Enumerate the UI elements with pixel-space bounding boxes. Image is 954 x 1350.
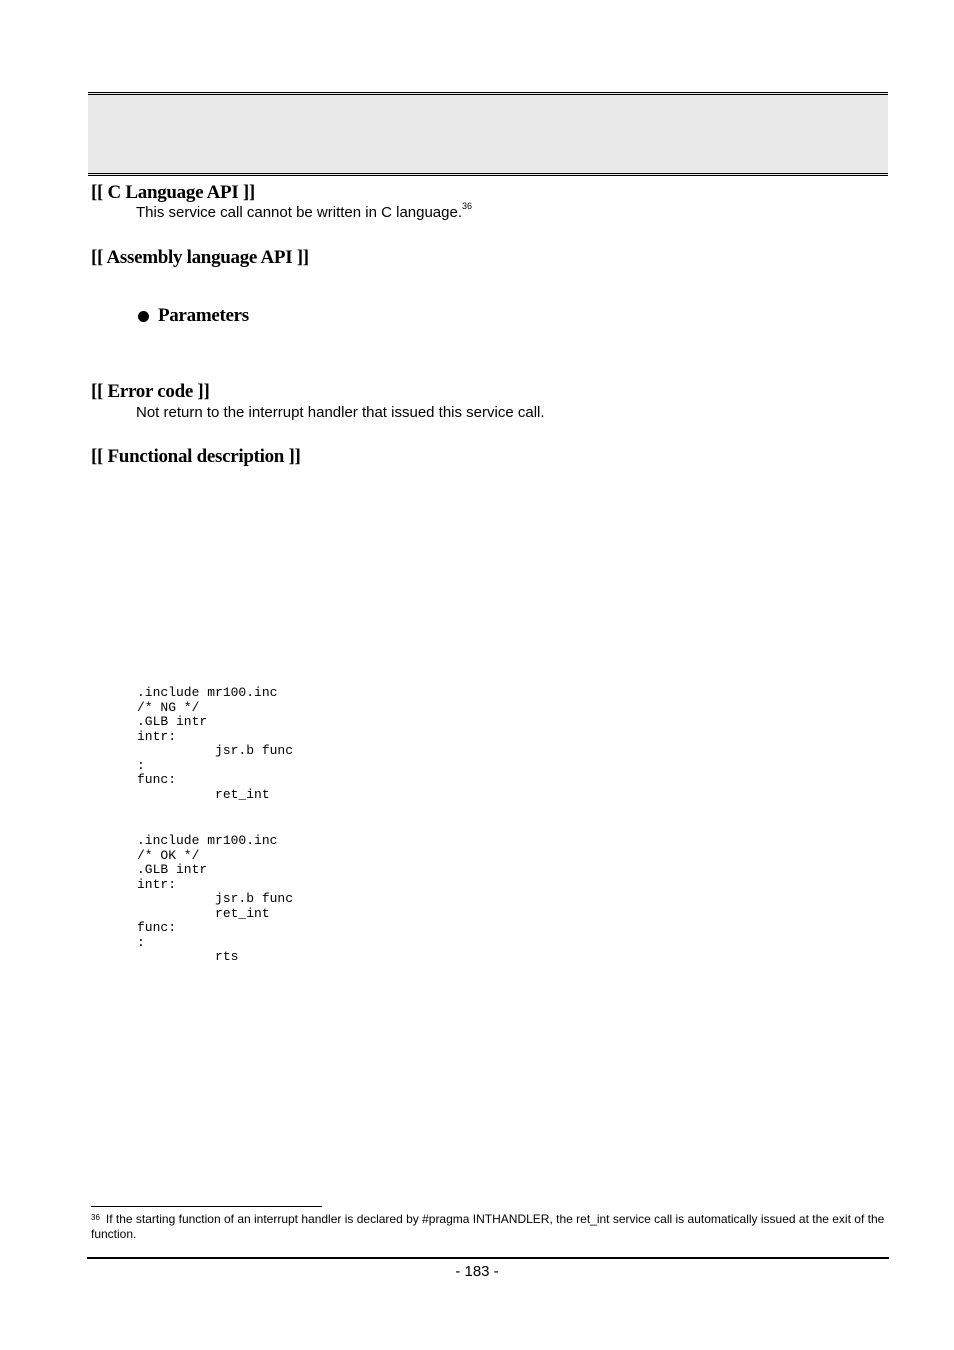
footnote-divider [91, 1206, 322, 1207]
parameters-heading: Parameters [158, 305, 249, 326]
footer-divider [87, 1257, 889, 1259]
page-number: - 183 - [455, 1263, 499, 1280]
error-code-heading: [[ Error code ]] [91, 381, 210, 402]
asm-api-heading: [[ Assembly language API ]] [91, 247, 309, 268]
footnote-number: 36 [91, 1213, 100, 1222]
code-example-ng: .include mr100.inc /* NG */ .GLB intr intr: jsr.b func : func: ret_int [137, 685, 294, 802]
error-code-text: Not return to the interrupt handler that issued this service call. [136, 404, 545, 421]
c-api-heading: [[ C Language API ]] [91, 182, 255, 203]
bullet-icon [138, 311, 149, 322]
c-api-text: This service call cannot be written in C language.$^{36}$ [136, 201, 473, 221]
title-banner [88, 92, 888, 176]
parameters-bullet [138, 305, 249, 327]
functional-description-heading: [[ Functional description ]] [91, 446, 301, 467]
footnote-ref[interactable]: 36 [462, 201, 473, 211]
footnote [91, 1212, 891, 1242]
footnote-text: If the starting function of an interrupt handler is declared by #pragma INTHANDLER, the ret_int service call is automatically issued at the exit of the function. [91, 1212, 885, 1241]
code-example-ok: .include mr100.inc /* OK */ .GLB intr intr: jsr.b func ret_int func: : rts [137, 833, 294, 964]
